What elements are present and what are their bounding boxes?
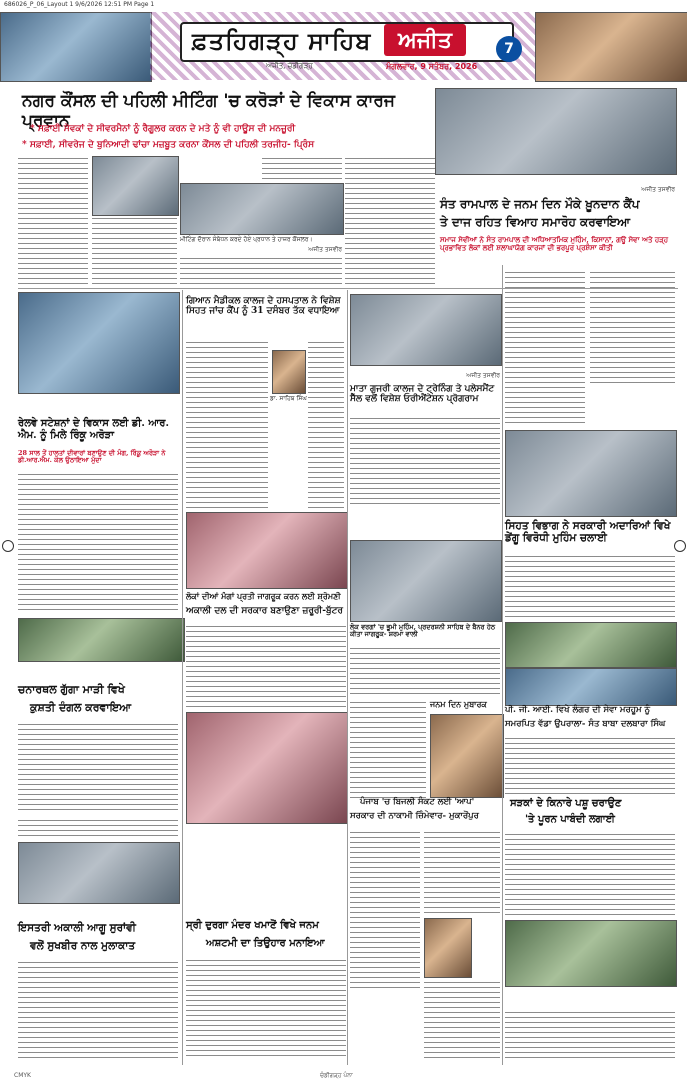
section-rule <box>18 288 678 289</box>
pgi-headline-1: ਪੀ. ਜੀ. ਆਈ. ਵਿਖੇ ਲੰਗਰ ਦੀ ਸੇਵਾ ਮਰਹੂਮ ਨੂੰ <box>505 705 651 715</box>
birthday-text <box>350 700 426 800</box>
lead-article-text-4 <box>262 156 342 181</box>
gurdwara-photo <box>0 12 152 82</box>
doctor-name: ਡਾ. ਸਾਹਿਬ ਸਿੰਘ <box>270 395 307 402</box>
bottom-left-text <box>18 818 178 838</box>
right-top-caption <box>435 176 635 188</box>
power-crisis-text-2 <box>424 830 500 914</box>
lead-photo-credit: ਅਜੀਤ ਤਸਵੀਰ <box>308 246 342 253</box>
cattle-caption <box>505 988 675 1006</box>
durga-temple-headline-2: ਅਸ਼ਟਮੀ ਦਾ ਤਿਉਹਾਰ ਮਨਾਇਆ <box>206 938 325 949</box>
akali-headline-2: ਅਕਾਲੀ ਦਲ ਦੀ ਸਰਕਾਰ ਬਣਾਉਣਾ ਜ਼ਰੂਰੀ-ਬੁੱਟਰ <box>186 606 343 616</box>
power-crisis-headline-2: ਸਰਕਾਰ ਦੀ ਨਾਕਾਮੀ ਜ਼ਿੰਮੇਵਾਰ- ਮੁਕਾਰੋਂਪੁਰ <box>350 811 479 821</box>
awareness-headline: ਲੋਕ ਵਰਗਾਂ 'ਚ ਭੂਮੀ ਮੁਹਿੰਮ, ਪ੍ਰਦਰਸ਼ਨੀ ਸਾਹਿਬ ਦੇ ਬੈਨਰ ਹੇਠ ਕੀਤਾ ਜਾਗਰੂਕ- ਸ਼ਰਮਾ ਵਾਲੀ <box>350 623 496 639</box>
column-rule <box>182 290 183 1065</box>
column-rule <box>502 265 503 1065</box>
page-number: 7 <box>496 36 522 62</box>
far-right-text <box>505 270 585 425</box>
railway-text <box>18 472 178 612</box>
right-top-credit: ਅਜੀਤ ਤਸਵੀਰ <box>641 186 675 193</box>
right-top-subhead: ਸਮਾਜ ਸੇਵੀਆਂ ਨੇ ਸੰਤ ਰਾਮਪਾਲ ਦੀ ਅਧਿਆਤਮਿਕ ਮੁਹਿੰਮ, ਕਿਸਾਨਾਂ, ਗਊ ਸੇਵਾ ਅਤੇ ਹੜ੍ਹ ਪ੍ਰਭਾਵਿਤ ਲੋਕਾਂ ਲਈ ਸ਼ਲਾਘਾਯੋਗ ਕਾਰਜਾਂ ਦੀ ਭਰਪੂਰ ਪ੍ਰਸ਼ੰਸਾ ਕੀਤੀ <box>440 235 669 253</box>
college-program-photo <box>350 294 502 366</box>
dengue-photo <box>505 622 677 668</box>
registration-mark <box>2 540 14 552</box>
health-dept-photo <box>505 430 677 517</box>
lead-headline: ਨਗਰ ਕੌਂਸਲ ਦੀ ਪਹਿਲੀ ਮੀਟਿੰਗ 'ਚ ਕਰੋੜਾਂ ਦੇ ਵਿਕਾਸ ਕਾਰਜ ਪ੍ਰਵਾਨ <box>22 91 395 131</box>
dengue-text <box>505 554 675 619</box>
lead-photo-caption: ਮੀਟਿੰਗ ਦੌਰਾਨ ਸੰਬੋਧਨ ਕਰਦੇ ਹੋਏ ਪ੍ਰਧਾਨ ਤੇ ਹਾਜ਼ਰ ਕੌਂਸਲਰ। <box>180 236 313 243</box>
medical-camp-text-2 <box>308 340 344 510</box>
lead-article-text <box>18 156 88 286</box>
birthday-child-photo <box>430 714 504 798</box>
registration-mark <box>674 540 686 552</box>
council-meeting-photo <box>92 156 179 216</box>
council-meeting-photo-2 <box>180 183 344 235</box>
medical-camp-headline: ਗਿਆਨ ਮੈਡੀਕਲ ਕਾਲਜ ਦੇ ਹਸਪਤਾਲ ਨੇ ਵਿਸ਼ੇਸ਼ ਸਿਹਤ ਜਾਂਚ ਕੈਂਪ ਨੂੰ 31 ਦਸੰਬਰ ਤੱਕ ਵਧਾਇਆ <box>186 296 341 317</box>
cattle-text <box>505 832 675 917</box>
print-slug: 686026_P_06_Layout 1 9/6/2026 12:51 PM Page 1 <box>4 1 155 8</box>
wrestling-headline-1: ਚਨਾਰਥਲ ਗੁੱਗਾ ਮਾੜੀ ਵਿਖੇ <box>18 683 125 696</box>
footer-page-label: ਚੰਡੀਗੜ੍ਹ ਪੰਨਾ <box>320 1072 353 1079</box>
right-top-headline-2: ਤੇ ਦਾਜ ਰਹਿਤ ਵਿਆਹ ਸਮਾਰੋਹ ਕਰਵਾਇਆ <box>440 215 631 229</box>
college-credit: ਅਜੀਤ ਤਸਵੀਰ <box>466 372 500 379</box>
sukhbir-text <box>18 960 178 1060</box>
cmyk-label: CMYK <box>14 1072 31 1079</box>
cattle-text-2 <box>505 1010 675 1058</box>
railway-subhead: 28 ਸਾਲ ਤੋਂ ਹਾਲਤਾਂ ਦੀਵਾਰਾਂ ਬਣਾਉਣ ਦੀ ਮੰਗ, ਰਿੰਕੂ ਅਰੋੜਾ ਨੇ ਡੀ.ਆਰ.ਐਮ. ਕੋਲ ਉਠਾਇਆ ਮੁੱਦਾ <box>18 449 166 465</box>
sukhbir-headline-1: ਇਸਤਰੀ ਅਕਾਲੀ ਆਗੂ ਸੁਰਾਂਵੀ <box>18 922 136 934</box>
doctor-portrait <box>272 350 306 394</box>
college-headline: ਮਾਤਾ ਗੁਜਰੀ ਕਾਲਜ ਦੇ ਟ੍ਰੇਨਿੰਗ ਤੇ ਪਲੇਸਮੈਂਟ ਸੈੱਲ ਵਲੋਂ ਵਿਸ਼ੇਸ਼ ਓਰੀਐਂਟੇਸ਼ਨ ਪ੍ਰੋਗਰਾਮ <box>350 384 495 405</box>
medical-camp-text <box>186 340 268 510</box>
print-footer <box>0 1072 687 1084</box>
dengue-headline: ਸਿਹਤ ਵਿਭਾਗ ਨੇ ਸਰਕਾਰੀ ਅਦਾਰਿਆਂ ਵਿਖੇ ਡੇਂਗੂ ਵਿਰੋਧੀ ਮੁਹਿੰਮ ਚਲਾਈ <box>505 520 671 545</box>
birthday-title: ਜਨਮ ਦਿਨ ਮੁਬਾਰਕ <box>430 699 487 709</box>
power-crisis-text <box>350 830 420 990</box>
pgi-text <box>505 736 675 796</box>
sukhbir-meeting-photo <box>18 842 180 904</box>
wrestling-headline-2: ਕੁਸ਼ਤੀ ਦੰਗਲ ਕਰਵਾਇਆ <box>30 701 132 714</box>
sukhbir-headline-2: ਵਲੋਂ ਸੁਖਬੀਰ ਨਾਲ ਮੁਲਾਕਾਤ <box>30 940 136 952</box>
lead-article-text-2 <box>92 216 177 286</box>
protest-photo <box>350 540 502 622</box>
railway-headline: ਰੇਲਵੇ ਸਟੇਸ਼ਨਾਂ ਦੇ ਵਿਕਾਸ ਲਈ ਡੀ. ਆਰ. ਐਮ. ਨੂੰ ਮਿਲੇ ਰਿੰਕੂ ਅਰੋੜਾ <box>18 418 169 441</box>
durga-temple-text <box>186 958 346 1058</box>
college-text <box>350 416 500 506</box>
sukhbir-caption <box>18 905 178 919</box>
awareness-text <box>350 646 500 698</box>
honour-ceremony-photo <box>186 712 348 824</box>
cattle-group-photo <box>505 920 677 987</box>
sant-rampal-photo <box>435 88 677 175</box>
akali-headline-1: ਲੋਕਾਂ ਦੀਆਂ ਮੰਗਾਂ ਪ੍ਰਤੀ ਜਾਗਰੂਕ ਕਰਨ ਲਈ ਸ਼੍ਰੋਮਣੀ <box>186 591 341 601</box>
column-rule <box>347 290 348 1065</box>
pgi-headline-2: ਸਮਰਪਿਤ ਵੱਡਾ ਉਪਰਾਲਾ- ਸੰਤ ਬਾਬਾ ਦਲਬਾਰਾ ਸਿੰਘ <box>505 719 666 729</box>
lead-subhead-1: * ਸਫ਼ਾਈ ਸੇਵਕਾਂ ਦੇ ਸੀਵਰਮੈਨਾਂ ਨੂੰ ਰੈਗੂਲਰ ਕਰਨ ਦੇ ਮਤੇ ਨੂੰ ਵੀ ਹਾਊਸ ਦੀ ਮਨਜ਼ੂਰੀ <box>30 124 296 134</box>
edition-label: ਅਜੀਤ, ਚੰਡੀਗੜ੍ਹ <box>266 62 313 70</box>
durga-temple-headline-1: ਸ੍ਰੀ ਦੁਰਗਾ ਮੰਦਰ ਖਮਾਣੋਂ ਵਿਖੇ ਜਨਮ <box>186 920 319 931</box>
issue-date: ਮੰਗਲਵਾਰ, 9 ਸਤੰਬਰ, 2026 <box>386 62 478 71</box>
wrestling-photo <box>18 618 185 662</box>
hospital-event-photo <box>186 512 348 589</box>
cattle-headline-2: 'ਤੇ ਪੂਰਨ ਪਾਬੰਦੀ ਲਗਾਈ <box>525 814 615 825</box>
paper-logo: ਅਜੀਤ <box>384 24 466 56</box>
railway-office-photo <box>18 292 180 394</box>
power-crisis-text-3 <box>424 980 500 1058</box>
lead-subhead-2: * ਸਫ਼ਾਈ, ਸੀਵਰੇਜ ਦੇ ਬੁਨਿਆਦੀ ਢਾਂਚਾ ਮਜ਼ਬੂਤ ਕਰਨਾ ਕੌਂਸਲ ਦੀ ਪਹਿਲੀ ਤਰਜੀਹ- ਪ੍ਰਿੰਸ <box>22 140 315 150</box>
honour-caption <box>186 824 346 836</box>
right-top-headline-1: ਸੰਤ ਰਾਮਪਾਲ ਦੇ ਜਨਮ ਦਿਨ ਮੌਕੇ ਖ਼ੂਨਦਾਨ ਕੈਂਪ <box>440 197 640 211</box>
cattle-headline-1: ਸੜਕਾਂ ਦੇ ਕਿਨਾਰੇ ਪਸ਼ੂ ਚਰਾਉਣ <box>510 798 622 809</box>
pgi-langar-photo <box>505 668 677 706</box>
leader-portrait <box>424 918 472 978</box>
akali-text <box>186 624 346 708</box>
lead-article-text-3 <box>180 256 342 286</box>
masthead-title: ਫ਼ਤਹਿਗੜ੍ਹ ਸਾਹਿਬ <box>192 26 372 55</box>
wrestling-text <box>18 722 178 812</box>
fort-photo <box>535 12 687 82</box>
railway-caption <box>18 394 178 412</box>
power-crisis-headline-1: ਪੰਜਾਬ 'ਚ ਬਿਜਲੀ ਸੰਕਟ ਲਈ 'ਆਪ' <box>360 797 475 807</box>
center-col-text <box>345 156 435 286</box>
